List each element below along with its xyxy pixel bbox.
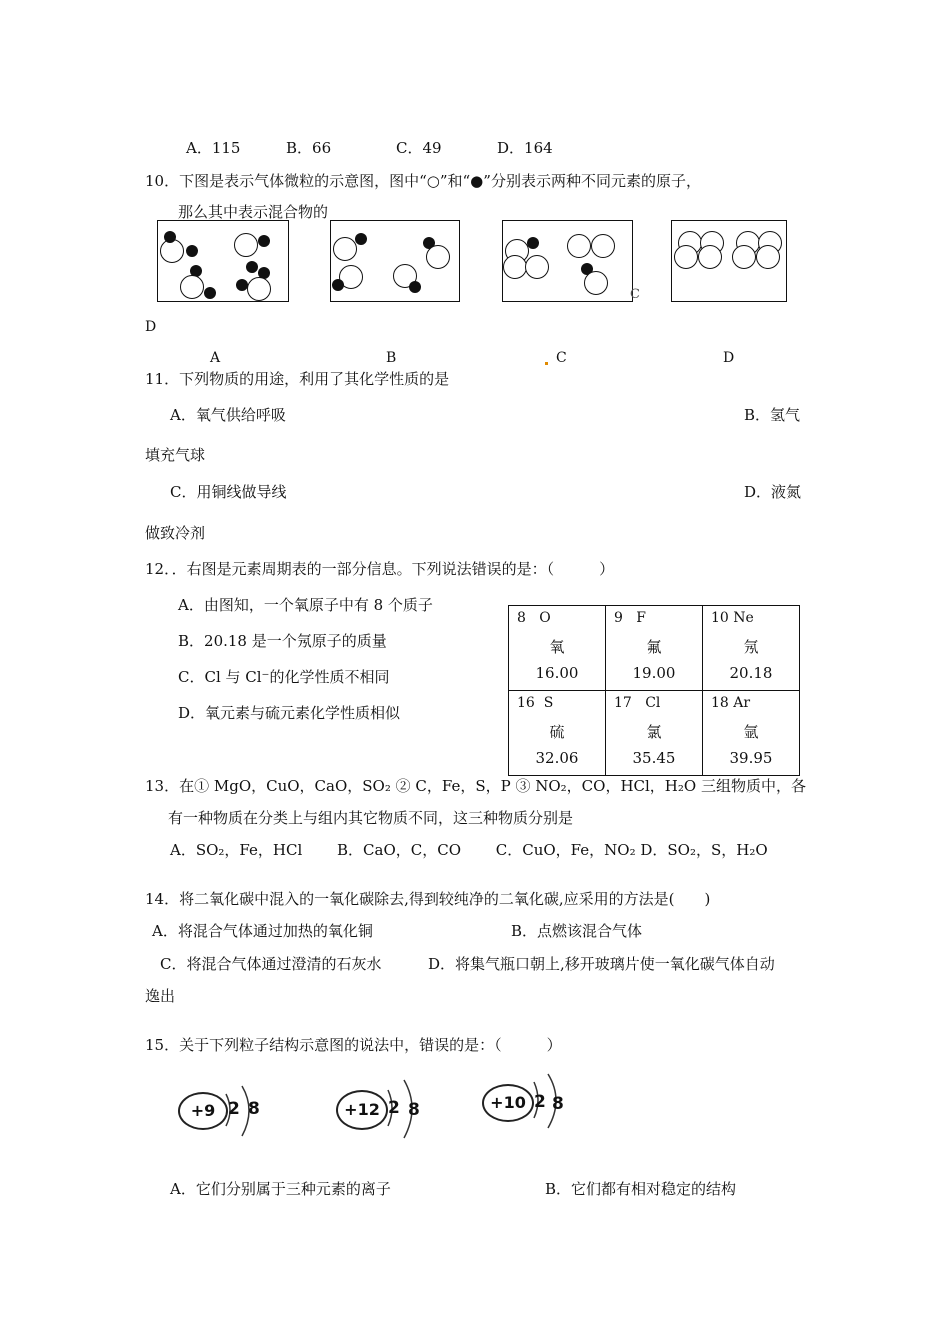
q11-option-d: D．液氮 <box>744 483 802 501</box>
black-atom <box>527 237 539 249</box>
box-label-b: B <box>386 350 397 366</box>
white-atom <box>426 245 450 269</box>
element-name: 氟 <box>646 638 662 656</box>
element-name: 硫 <box>549 723 565 741</box>
q12-option-d: D．氧元素与硫元素化学性质相似 <box>178 704 401 722</box>
black-atom <box>258 235 270 247</box>
black-atom <box>186 245 198 257</box>
q10-stem-line2: 那么其中表示混合物的 <box>178 203 329 221</box>
white-atom <box>756 245 780 269</box>
q14-option-d: D．将集气瓶口朝上,移开玻璃片使一氧化碳气体自动 <box>428 955 775 973</box>
q11-option-b-cont: 填充气球 <box>145 446 206 464</box>
element-cell-neon: 10 Ne 氖 20.18 <box>703 606 800 691</box>
box-label-d: D <box>723 350 735 366</box>
particle-diagram-1 <box>174 1080 274 1144</box>
q15-option-a: A．它们分别属于三种元素的离子 <box>170 1180 391 1198</box>
shell-2-electrons: 8 <box>552 1094 564 1114</box>
element-mass: 39.95 <box>729 749 773 767</box>
q12-option-c: C．Cl 与 Cl⁻的化学性质不相同 <box>178 668 390 686</box>
element-name: 氖 <box>743 638 759 656</box>
white-atom <box>247 277 271 301</box>
particle-box-a <box>157 220 289 302</box>
q11-option-d-cont: 做致冷剂 <box>145 524 206 542</box>
element-cell-oxygen: 8 O 氧 16.00 <box>509 606 606 691</box>
white-atom <box>234 233 258 257</box>
white-atom <box>698 245 722 269</box>
shell-1-electrons: 2 <box>534 1092 546 1112</box>
q14-option-b: B．点燃该混合气体 <box>511 922 643 940</box>
element-mass: 32.06 <box>535 749 579 767</box>
q13-stem-line2: 有一种物质在分类上与组内其它物质不同，这三种物质分别是 <box>168 809 574 827</box>
q14-stem: 14．将二氧化碳中混入的一氧化碳除去,得到较纯净的二氧化碳,应采用的方法是( ) <box>145 890 711 908</box>
black-atom <box>409 281 421 293</box>
white-atom <box>674 245 698 269</box>
q15-stem: 15．关于下列粒子结构示意图的说法中，错误的是：（ ） <box>145 1036 562 1054</box>
q9-option-d: D．164 <box>497 139 553 157</box>
white-atom <box>180 275 204 299</box>
nucleus: +12 <box>336 1090 388 1130</box>
white-atom <box>732 245 756 269</box>
q12-stem: 12．．右图是元素周期表的一部分信息。下列说法错误的是：（ ） <box>145 560 615 578</box>
box-label-c: C <box>556 350 567 366</box>
q9-option-b: B．66 <box>286 139 332 157</box>
q10-stem-line1: 10．下图是表示气体微粒的示意图，图中“○”和“●”分别表示两种不同元素的原子， <box>145 172 701 190</box>
periodic-table-excerpt <box>508 605 800 776</box>
q13-stem-line1: 13．在① MgO，CuO，CaO，SO₂ ② C，Fe，S，P ③ NO₂，CO，HCl，H₂O 三组物质中，各 <box>145 777 806 795</box>
element-mass: 20.18 <box>729 664 773 682</box>
particle-diagram-3 <box>480 1072 580 1136</box>
q11-option-c: C．用铜线做导线 <box>170 483 287 501</box>
black-atom <box>332 279 344 291</box>
element-name: 氩 <box>743 723 759 741</box>
q14-option-a: A．将混合气体通过加热的氧化铜 <box>152 922 373 940</box>
q14-option-d-cont: 逸出 <box>145 987 176 1005</box>
white-atom <box>525 255 549 279</box>
element-cell-fluorine: 9 F 氟 19.00 <box>606 606 703 691</box>
q11-option-b: B．氢气 <box>744 406 801 424</box>
white-atom <box>591 234 615 258</box>
nucleus: +10 <box>482 1084 534 1122</box>
particle-box-d <box>671 220 787 302</box>
black-atom <box>246 261 258 273</box>
q9-option-a: A．115 <box>186 139 241 157</box>
q10-stray-c: C <box>630 287 640 302</box>
q10-stray-d: D <box>145 319 157 335</box>
element-mass: 19.00 <box>632 664 676 682</box>
q15-option-b: B．它们都有相对稳定的结构 <box>545 1180 737 1198</box>
particle-box-b <box>330 220 460 302</box>
q11-stem: 11．下列物质的用途，利用了其化学性质的是 <box>145 370 450 388</box>
particle-diagram-2 <box>334 1076 434 1144</box>
element-cell-chlorine: 17 Cl 氯 35.45 <box>606 691 703 776</box>
white-atom <box>333 237 357 261</box>
black-atom <box>355 233 367 245</box>
q12-option-b: B．20.18 是一个氖原子的质量 <box>178 632 387 650</box>
q12-option-a: A．由图知，一个氧原子中有 8 个质子 <box>178 596 433 614</box>
element-mass: 16.00 <box>535 664 579 682</box>
particle-box-c <box>502 220 633 302</box>
element-cell-sulfur: 16 S 硫 32.06 <box>509 691 606 776</box>
black-atom <box>164 231 176 243</box>
shell-2-electrons: 8 <box>408 1100 420 1120</box>
box-label-a: A <box>210 350 221 366</box>
q11-option-a: A．氧气供给呼吸 <box>170 406 286 424</box>
element-cell-argon: 18 Ar 氩 39.95 <box>703 691 800 776</box>
white-atom <box>503 255 527 279</box>
element-mass: 35.45 <box>632 749 676 767</box>
element-name: 氧 <box>549 638 565 656</box>
black-atom <box>204 287 216 299</box>
shell-1-electrons: 2 <box>228 1099 240 1119</box>
white-atom <box>584 271 608 295</box>
nucleus: +9 <box>178 1092 228 1130</box>
q13-options: A．SO₂，Fe，HCl B．CaO，C，CO C．CuO，Fe，NO₂ D．SO₂，S，H₂O <box>170 841 768 859</box>
orange-mark <box>545 362 548 365</box>
electron-shell-arcs <box>480 1072 580 1136</box>
q14-option-c: C．将混合气体通过澄清的石灰水 <box>160 955 382 973</box>
shell-2-electrons: 8 <box>248 1099 260 1119</box>
shell-1-electrons: 2 <box>388 1098 400 1118</box>
white-atom <box>567 234 591 258</box>
q9-option-c: C．49 <box>396 139 442 157</box>
element-name: 氯 <box>646 723 662 741</box>
